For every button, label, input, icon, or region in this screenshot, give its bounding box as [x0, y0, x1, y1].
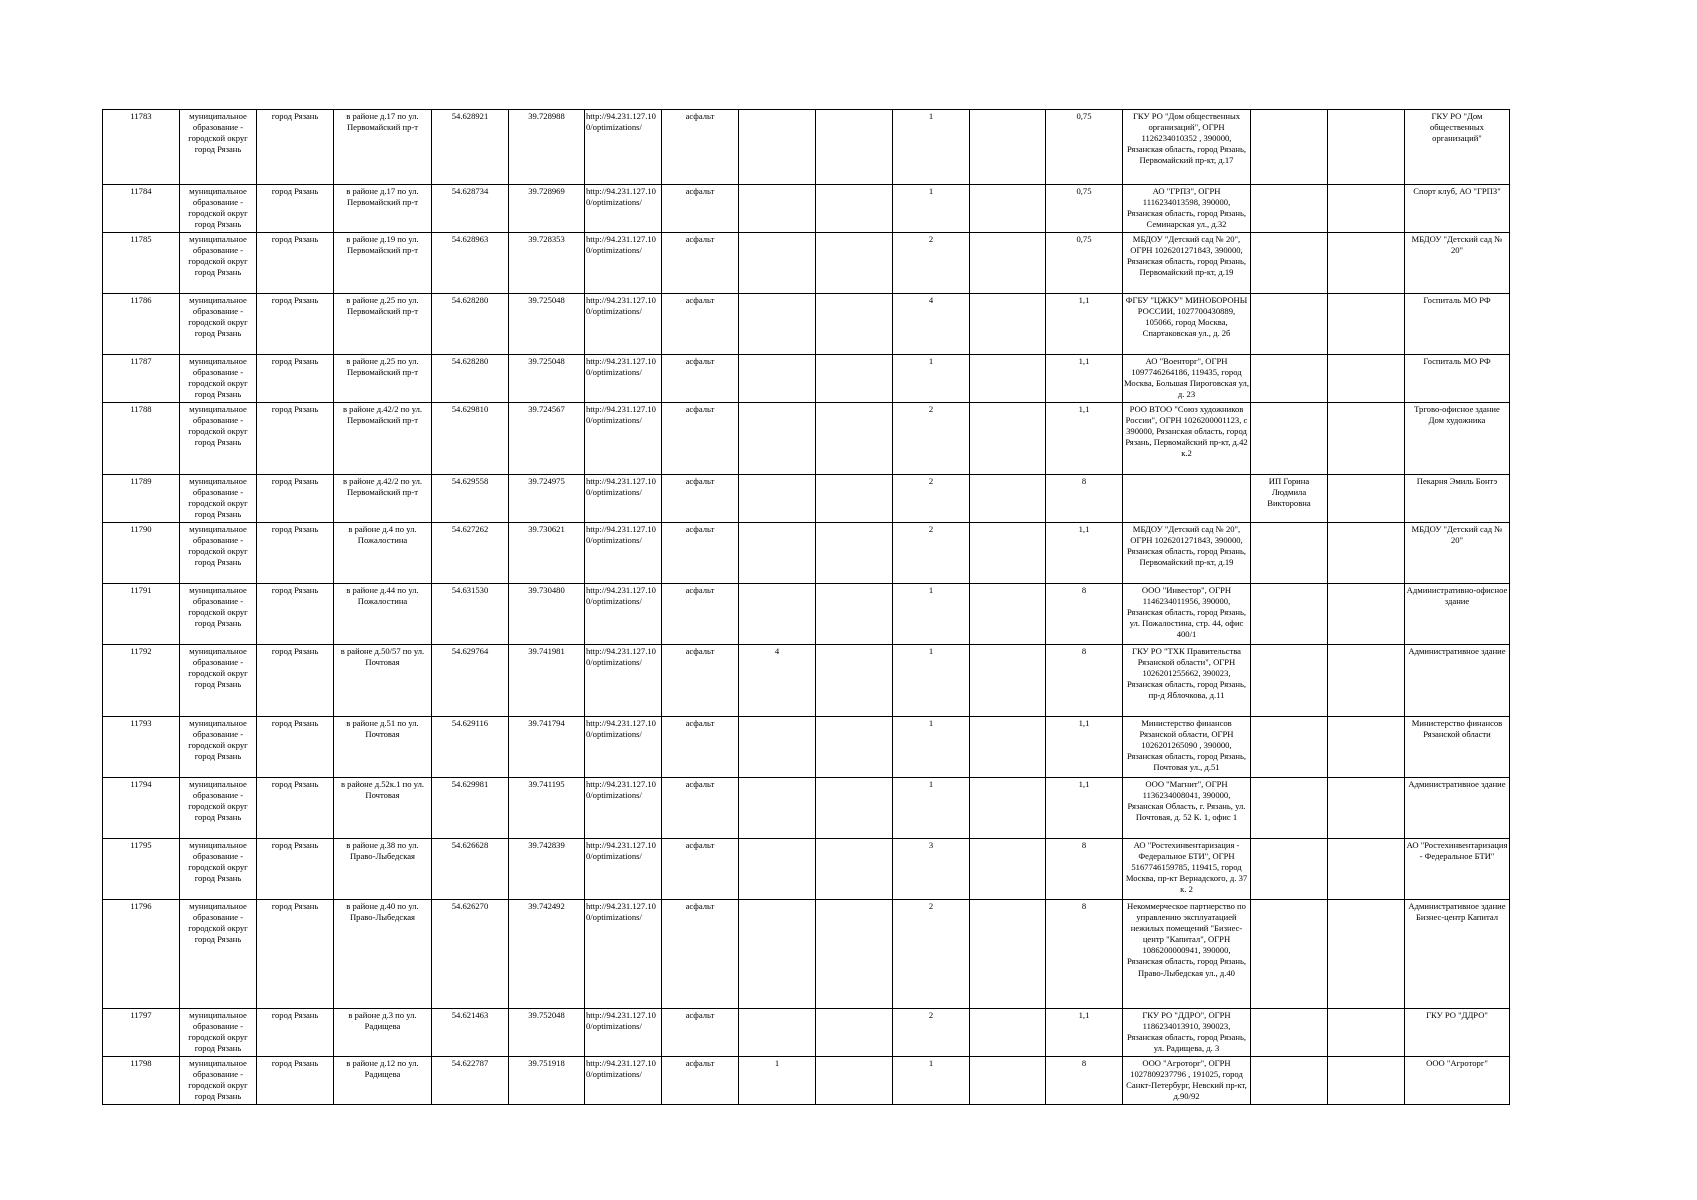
cell-longitude: 39.741981 [509, 645, 585, 717]
cell-record-id: 11788 [103, 403, 180, 475]
cell-latitude: 54.622787 [432, 1057, 509, 1105]
cell-source-object: Административное здание [1405, 645, 1510, 717]
cell-owner-details [1123, 475, 1251, 523]
cell-address: в районе д.42/2 по ул. Первомайский пр-т [334, 403, 432, 475]
cell-scheme-link: http://94.231.127.10 0/optimizations/ [585, 403, 662, 475]
cell-record-id: 11794 [103, 778, 180, 839]
cell-settlement: город Рязань [257, 717, 334, 778]
cell-record-id: 11785 [103, 233, 180, 294]
cell-record-id: 11793 [103, 717, 180, 778]
cell-count-a [739, 778, 816, 839]
cell-record-id: 11798 [103, 1057, 180, 1105]
cell-latitude: 54.626270 [432, 900, 509, 1009]
cell-volume: 0,75 [1046, 185, 1123, 233]
cell-settlement: город Рязань [257, 839, 334, 900]
cell-latitude: 54.629981 [432, 778, 509, 839]
cell-surface-type: асфальт [662, 403, 739, 475]
cell-record-id: 11789 [103, 475, 180, 523]
table-row [103, 778, 1510, 839]
table-row [103, 1009, 1510, 1057]
cell-count-b [816, 233, 893, 294]
cell-longitude: 39.741195 [509, 778, 585, 839]
cell-container-count: 2 [893, 523, 970, 584]
cell-count-a [739, 233, 816, 294]
cell-latitude: 54.621463 [432, 1009, 509, 1057]
cell-individual-owner [1251, 717, 1328, 778]
cell-extra [1328, 645, 1405, 717]
cell-count-c [970, 403, 1046, 475]
cell-volume: 1,1 [1046, 1009, 1123, 1057]
cell-latitude: 54.626628 [432, 839, 509, 900]
cell-settlement: город Рязань [257, 1009, 334, 1057]
cell-longitude: 39.728353 [509, 233, 585, 294]
cell-container-count: 1 [893, 717, 970, 778]
table-row [103, 523, 1510, 584]
cell-surface-type: асфальт [662, 523, 739, 584]
cell-extra [1328, 839, 1405, 900]
cell-settlement: город Рязань [257, 584, 334, 645]
cell-individual-owner [1251, 233, 1328, 294]
cell-source-object: Административное здание [1405, 778, 1510, 839]
cell-volume: 1,1 [1046, 523, 1123, 584]
cell-volume: 1,1 [1046, 355, 1123, 403]
cell-owner-details: ООО "Инвестор", ОГРН 1146234011956, 390000, Рязанская область, город Рязань, ул. Пожалостина, стр. 44, офис 400/1 [1123, 584, 1251, 645]
cell-count-b [816, 1009, 893, 1057]
cell-count-c [970, 900, 1046, 1009]
cell-count-c [970, 294, 1046, 355]
cell-settlement: город Рязань [257, 403, 334, 475]
cell-extra [1328, 185, 1405, 233]
cell-extra [1328, 584, 1405, 645]
cell-owner-details: ООО "Магнит", ОГРН 1136234008041, 390000, Рязанская Область, г. Рязань, ул. Почтовая, д. 52 К. 1, офис 1 [1123, 778, 1251, 839]
table-row [103, 1057, 1510, 1105]
cell-count-a [739, 475, 816, 523]
cell-record-id: 11792 [103, 645, 180, 717]
cell-longitude: 39.724567 [509, 403, 585, 475]
cell-owner-details: ГКУ РО "ТХК Правительства Рязанской области", ОГРН 1026201255662, 390023, Рязанская область, город Рязань, пр-д Яблочкова, д.11 [1123, 645, 1251, 717]
cell-scheme-link: http://94.231.127.10 0/optimizations/ [585, 645, 662, 717]
cell-owner-details: ФГБУ "ЦЖКУ" МИНОБОРОНЫ РОССИИ, 1027700430889, 105066, город Москва, Спартаковская ул., д. 2б [1123, 294, 1251, 355]
cell-latitude: 54.627262 [432, 523, 509, 584]
cell-count-a [739, 717, 816, 778]
cell-count-b [816, 839, 893, 900]
cell-scheme-link: http://94.231.127.10 0/optimizations/ [585, 355, 662, 403]
cell-latitude: 54.628921 [432, 110, 509, 185]
cell-surface-type: асфальт [662, 1009, 739, 1057]
cell-individual-owner [1251, 355, 1328, 403]
cell-container-count: 1 [893, 584, 970, 645]
cell-extra [1328, 110, 1405, 185]
cell-count-c [970, 475, 1046, 523]
cell-longitude: 39.730480 [509, 584, 585, 645]
cell-source-object: Спорт клуб, АО "ГРПЗ" [1405, 185, 1510, 233]
cell-settlement: город Рязань [257, 355, 334, 403]
cell-source-object: Трговo-офисное здание Дом художника [1405, 403, 1510, 475]
cell-record-id: 11797 [103, 1009, 180, 1057]
cell-volume: 8 [1046, 900, 1123, 1009]
cell-surface-type: асфальт [662, 475, 739, 523]
cell-municipality: муниципальное образование - городской округ город Рязань [180, 900, 257, 1009]
table-row [103, 110, 1510, 185]
cell-surface-type: асфальт [662, 294, 739, 355]
cell-municipality: муниципальное образование - городской округ город Рязань [180, 645, 257, 717]
cell-surface-type: асфальт [662, 355, 739, 403]
cell-owner-details: ГКУ РО "ДДРО", ОГРН 1186234013910, 390023, Рязанская область, город Рязань, ул. Радищева, д. 3 [1123, 1009, 1251, 1057]
cell-longitude: 39.751918 [509, 1057, 585, 1105]
cell-settlement: город Рязань [257, 233, 334, 294]
cell-count-b [816, 355, 893, 403]
cell-address: в районе д.19 по ул. Первомайский пр-т [334, 233, 432, 294]
cell-municipality: муниципальное образование - городской округ город Рязань [180, 778, 257, 839]
cell-source-object: ООО "Агроторг" [1405, 1057, 1510, 1105]
cell-container-count: 2 [893, 403, 970, 475]
cell-scheme-link: http://94.231.127.10 0/optimizations/ [585, 233, 662, 294]
table-row [103, 584, 1510, 645]
cell-municipality: муниципальное образование - городской округ город Рязань [180, 475, 257, 523]
table-row [103, 294, 1510, 355]
cell-volume: 1,1 [1046, 403, 1123, 475]
table-row [103, 475, 1510, 523]
cell-source-object: ГКУ РО "ДДРО" [1405, 1009, 1510, 1057]
cell-owner-details: АО "Ростехинвентаризация - Федеральное БТИ", ОГРН 5167746159785, 119415, город Москва, пр-кт Вернадского, д. 37 к. 2 [1123, 839, 1251, 900]
table-row [103, 645, 1510, 717]
cell-latitude: 54.628963 [432, 233, 509, 294]
cell-count-a [739, 355, 816, 403]
cell-latitude: 54.629558 [432, 475, 509, 523]
table-row [103, 233, 1510, 294]
cell-settlement: город Рязань [257, 778, 334, 839]
cell-surface-type: асфальт [662, 839, 739, 900]
cell-address: в районе д.12 по ул. Радищева [334, 1057, 432, 1105]
cell-surface-type: асфальт [662, 778, 739, 839]
cell-latitude: 54.631530 [432, 584, 509, 645]
cell-individual-owner [1251, 110, 1328, 185]
cell-volume: 1,1 [1046, 294, 1123, 355]
table-row [103, 900, 1510, 1009]
cell-count-b [816, 900, 893, 1009]
cell-municipality: муниципальное образование - городской округ город Рязань [180, 584, 257, 645]
cell-surface-type: асфальт [662, 900, 739, 1009]
cell-count-b [816, 1057, 893, 1105]
cell-latitude: 54.628280 [432, 294, 509, 355]
cell-municipality: муниципальное образование - городской округ город Рязань [180, 355, 257, 403]
cell-surface-type: асфальт [662, 1057, 739, 1105]
cell-container-count: 4 [893, 294, 970, 355]
cell-count-c [970, 185, 1046, 233]
cell-municipality: муниципальное образование - городской округ город Рязань [180, 1057, 257, 1105]
cell-container-count: 2 [893, 1009, 970, 1057]
cell-scheme-link: http://94.231.127.10 0/optimizations/ [585, 584, 662, 645]
cell-surface-type: асфальт [662, 233, 739, 294]
cell-count-a [739, 294, 816, 355]
cell-record-id: 11795 [103, 839, 180, 900]
cell-municipality: муниципальное образование - городской округ город Рязань [180, 233, 257, 294]
cell-municipality: муниципальное образование - городской округ город Рязань [180, 110, 257, 185]
cell-scheme-link: http://94.231.127.10 0/optimizations/ [585, 839, 662, 900]
cell-latitude: 54.628734 [432, 185, 509, 233]
cell-address: в районе д.3 по ул. Радищева [334, 1009, 432, 1057]
cell-municipality: муниципальное образование - городской округ город Рязань [180, 523, 257, 584]
cell-scheme-link: http://94.231.127.10 0/optimizations/ [585, 475, 662, 523]
cell-settlement: город Рязань [257, 645, 334, 717]
cell-address: в районе д.44 по ул. Пожалостина [334, 584, 432, 645]
cell-settlement: город Рязань [257, 294, 334, 355]
cell-longitude: 39.752048 [509, 1009, 585, 1057]
cell-count-c [970, 717, 1046, 778]
register-table [102, 109, 1510, 1105]
cell-individual-owner: ИП Горина Людмила Викторовна [1251, 475, 1328, 523]
cell-source-object: Административно-офисное здание [1405, 584, 1510, 645]
cell-owner-details: Некоммерческое партнерство по управлению эксплуатацией нежилых помещений "Бизнес-центр "Капитал", ОГРН 1086200000941, 390000, Рязанская область, город Рязань, Право-Лыбедская ул., д.40 [1123, 900, 1251, 1009]
cell-count-b [816, 584, 893, 645]
cell-count-b [816, 523, 893, 584]
cell-address: в районе д.25 по ул. Первомайский пр-т [334, 294, 432, 355]
cell-longitude: 39.741794 [509, 717, 585, 778]
cell-owner-details: ООО "Агроторг", ОГРН 1027809237796 , 191025, город Санкт-Петербург, Невский пр-кт, д.90/92 [1123, 1057, 1251, 1105]
table-row [103, 185, 1510, 233]
cell-count-a [739, 584, 816, 645]
cell-extra [1328, 403, 1405, 475]
cell-address: в районе д.52к.1 по ул. Почтовая [334, 778, 432, 839]
cell-settlement: город Рязань [257, 523, 334, 584]
table-row [103, 839, 1510, 900]
cell-count-c [970, 1057, 1046, 1105]
cell-latitude: 54.629810 [432, 403, 509, 475]
table-row [103, 717, 1510, 778]
cell-extra [1328, 233, 1405, 294]
cell-count-a: 1 [739, 1057, 816, 1105]
cell-source-object: Госпиталь МО РФ [1405, 294, 1510, 355]
cell-settlement: город Рязань [257, 185, 334, 233]
cell-count-c [970, 1009, 1046, 1057]
cell-settlement: город Рязань [257, 1057, 334, 1105]
cell-scheme-link: http://94.231.127.10 0/optimizations/ [585, 185, 662, 233]
cell-source-object: Госпиталь МО РФ [1405, 355, 1510, 403]
cell-extra [1328, 1057, 1405, 1105]
cell-individual-owner [1251, 778, 1328, 839]
cell-surface-type: асфальт [662, 584, 739, 645]
table-row [103, 355, 1510, 403]
cell-scheme-link: http://94.231.127.10 0/optimizations/ [585, 778, 662, 839]
cell-count-c [970, 233, 1046, 294]
cell-volume: 0,75 [1046, 233, 1123, 294]
cell-record-id: 11796 [103, 900, 180, 1009]
cell-count-c [970, 523, 1046, 584]
cell-individual-owner [1251, 403, 1328, 475]
cell-owner-details: АО "Военторг", ОГРН 1097746264186, 119435, город Москва, Большая Пироговская ул, д. 23 [1123, 355, 1251, 403]
cell-count-c [970, 110, 1046, 185]
table-row [103, 403, 1510, 475]
cell-extra [1328, 475, 1405, 523]
cell-volume: 0,75 [1046, 110, 1123, 185]
cell-container-count: 1 [893, 645, 970, 717]
cell-address: в районе д.51 по ул. Почтовая [334, 717, 432, 778]
cell-longitude: 39.728969 [509, 185, 585, 233]
cell-container-count: 2 [893, 233, 970, 294]
cell-count-b [816, 475, 893, 523]
cell-extra [1328, 355, 1405, 403]
cell-individual-owner [1251, 645, 1328, 717]
cell-municipality: муниципальное образование - городской округ город Рязань [180, 294, 257, 355]
cell-count-b [816, 645, 893, 717]
cell-scheme-link: http://94.231.127.10 0/optimizations/ [585, 294, 662, 355]
cell-container-count: 2 [893, 475, 970, 523]
cell-count-a [739, 523, 816, 584]
cell-extra [1328, 778, 1405, 839]
cell-count-a [739, 403, 816, 475]
cell-individual-owner [1251, 839, 1328, 900]
cell-longitude: 39.728988 [509, 110, 585, 185]
cell-longitude: 39.724975 [509, 475, 585, 523]
cell-container-count: 1 [893, 185, 970, 233]
cell-owner-details: Министерство финансов Рязанской области, ОГРН 1026201265090 , 390000, Рязанская область, город Рязань, Почтовая ул., д.51 [1123, 717, 1251, 778]
cell-count-c [970, 839, 1046, 900]
cell-individual-owner [1251, 1009, 1328, 1057]
cell-longitude: 39.742839 [509, 839, 585, 900]
cell-extra [1328, 523, 1405, 584]
cell-scheme-link: http://94.231.127.10 0/optimizations/ [585, 900, 662, 1009]
cell-count-b [816, 403, 893, 475]
cell-source-object: МБДОУ "Детский сад № 20" [1405, 233, 1510, 294]
cell-count-a [739, 185, 816, 233]
cell-container-count: 1 [893, 355, 970, 403]
cell-count-b [816, 778, 893, 839]
cell-source-object: ГКУ РО "Дом общественных организаций" [1405, 110, 1510, 185]
cell-address: в районе д.25 по ул. Первомайский пр-т [334, 355, 432, 403]
cell-count-a [739, 1009, 816, 1057]
cell-latitude: 54.629764 [432, 645, 509, 717]
cell-count-c [970, 584, 1046, 645]
cell-volume: 8 [1046, 839, 1123, 900]
cell-owner-details: РОО ВТОО "Союз художников России", ОГРН 1026200001123, с 390000, Рязанская область, город Рязань, Первомайский пр-кт, д.42 к.2 [1123, 403, 1251, 475]
cell-owner-details: МБДОУ "Детский сад № 20", ОГРН 1026201271843, 390000, Рязанская область, город Рязань, Первомайский пр-кт, д.19 [1123, 523, 1251, 584]
cell-count-c [970, 355, 1046, 403]
cell-count-b [816, 110, 893, 185]
cell-latitude: 54.629116 [432, 717, 509, 778]
cell-record-id: 11791 [103, 584, 180, 645]
cell-count-b [816, 185, 893, 233]
cell-settlement: город Рязань [257, 900, 334, 1009]
cell-volume: 8 [1046, 584, 1123, 645]
cell-volume: 1,1 [1046, 717, 1123, 778]
cell-scheme-link: http://94.231.127.10 0/optimizations/ [585, 1009, 662, 1057]
cell-individual-owner [1251, 900, 1328, 1009]
cell-container-count: 1 [893, 110, 970, 185]
cell-count-c [970, 778, 1046, 839]
cell-municipality: муниципальное образование - городской округ город Рязань [180, 1009, 257, 1057]
cell-record-id: 11783 [103, 110, 180, 185]
cell-count-c [970, 645, 1046, 717]
cell-individual-owner [1251, 584, 1328, 645]
cell-volume: 8 [1046, 475, 1123, 523]
cell-address: в районе д.42/2 по ул. Первомайский пр-т [334, 475, 432, 523]
cell-volume: 8 [1046, 1057, 1123, 1105]
cell-individual-owner [1251, 294, 1328, 355]
cell-address: в районе д.17 по ул. Первомайский пр-т [334, 185, 432, 233]
cell-address: в районе д.17 по ул. Первомайский пр-т [334, 110, 432, 185]
cell-surface-type: асфальт [662, 645, 739, 717]
cell-source-object: Пекарня Эмиль Бонтэ [1405, 475, 1510, 523]
cell-source-object: АО "Ростехинвентаризация - Федеральное БТИ" [1405, 839, 1510, 900]
cell-address: в районе д.40 по ул. Право-Лыбедская [334, 900, 432, 1009]
cell-surface-type: асфальт [662, 110, 739, 185]
cell-count-a [739, 110, 816, 185]
cell-owner-details: МБДОУ "Детский сад № 20", ОГРН 1026201271843, 390000, Рязанская область, город Рязань, Первомайский пр-кт, д.19 [1123, 233, 1251, 294]
cell-longitude: 39.742492 [509, 900, 585, 1009]
cell-volume: 8 [1046, 645, 1123, 717]
cell-address: в районе д.38 по ул. Право-Лыбедская [334, 839, 432, 900]
cell-settlement: город Рязань [257, 475, 334, 523]
cell-individual-owner [1251, 1057, 1328, 1105]
cell-scheme-link: http://94.231.127.10 0/optimizations/ [585, 523, 662, 584]
cell-source-object: Министерство финансов Рязанской области [1405, 717, 1510, 778]
cell-extra [1328, 717, 1405, 778]
cell-count-b [816, 294, 893, 355]
cell-municipality: муниципальное образование - городской округ город Рязань [180, 717, 257, 778]
cell-scheme-link: http://94.231.127.10 0/optimizations/ [585, 110, 662, 185]
cell-municipality: муниципальное образование - городской округ город Рязань [180, 839, 257, 900]
cell-count-a [739, 839, 816, 900]
cell-longitude: 39.725048 [509, 294, 585, 355]
cell-record-id: 11784 [103, 185, 180, 233]
cell-owner-details: ГКУ РО "Дом общественных организаций", ОГРН 1126234010352 , 390000, Рязанская область, город Рязань, Первомайский пр-кт, д.17 [1123, 110, 1251, 185]
cell-extra [1328, 294, 1405, 355]
cell-address: в районе д.50/57 по ул. Почтовая [334, 645, 432, 717]
cell-count-b [816, 717, 893, 778]
cell-record-id: 11786 [103, 294, 180, 355]
cell-owner-details: АО "ГРПЗ", ОГРН 1116234013598, 390000, Рязанская область, город Рязань, Семинарская ул., д.32 [1123, 185, 1251, 233]
cell-surface-type: асфальт [662, 717, 739, 778]
cell-count-a: 4 [739, 645, 816, 717]
cell-longitude: 39.725048 [509, 355, 585, 403]
cell-extra [1328, 1009, 1405, 1057]
cell-record-id: 11790 [103, 523, 180, 584]
cell-container-count: 2 [893, 900, 970, 1009]
cell-extra [1328, 900, 1405, 1009]
cell-municipality: муниципальное образование - городской округ город Рязань [180, 403, 257, 475]
cell-latitude: 54.628280 [432, 355, 509, 403]
cell-individual-owner [1251, 185, 1328, 233]
cell-container-count: 3 [893, 839, 970, 900]
cell-scheme-link: http://94.231.127.10 0/optimizations/ [585, 717, 662, 778]
cell-source-object: Административное здание Бизнес-центр Капитал [1405, 900, 1510, 1009]
cell-count-a [739, 900, 816, 1009]
cell-municipality: муниципальное образование - городской округ город Рязань [180, 185, 257, 233]
cell-longitude: 39.730621 [509, 523, 585, 584]
cell-surface-type: асфальт [662, 185, 739, 233]
cell-address: в районе д.4 по ул. Пожалостина [334, 523, 432, 584]
cell-volume: 1,1 [1046, 778, 1123, 839]
cell-record-id: 11787 [103, 355, 180, 403]
cell-container-count: 1 [893, 778, 970, 839]
cell-scheme-link: http://94.231.127.10 0/optimizations/ [585, 1057, 662, 1105]
cell-individual-owner [1251, 523, 1328, 584]
cell-container-count: 1 [893, 1057, 970, 1105]
cell-source-object: МБДОУ "Детский сад № 20" [1405, 523, 1510, 584]
cell-settlement: город Рязань [257, 110, 334, 185]
